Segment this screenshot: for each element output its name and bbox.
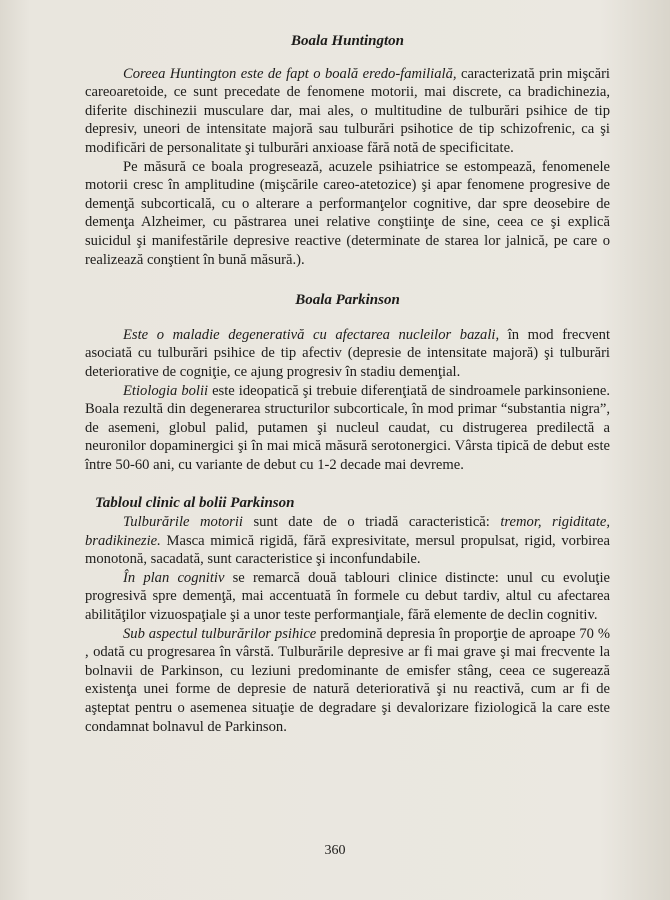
paragraph-text: caracterizată prin mişcări careoaretoide, ce sunt precedate de fenomene motorii, mai discrete, ca bradichinezia, diferite dischinezii musculare dar, mai ales, o multitudine de tulburări psihice de tip depresiv, uneori de intensitate majoră sau tulburări psihotice de tip schizofrenic, ca şi modificări de personalitate şi tulburări anxioase fără notă de specificitate. [85, 65, 610, 156]
paragraph [85, 326, 610, 382]
italic-phrase: Coreea Huntington este de fapt o boală eredo-familială, [123, 65, 457, 82]
section-title-parkinson: Boala Parkinson [295, 292, 400, 309]
italic-phrase: Etiologia bolii [123, 382, 209, 399]
paragraph-text: sunt date de o triadă caracteristică: [242, 514, 501, 531]
section-title-huntington: Boala Huntington [291, 33, 404, 49]
italic-phrase: Sub aspectul tulburărilor psihice [123, 625, 317, 642]
paragraph [85, 569, 610, 625]
paragraph-text: în mod frecvent asociată cu tulburări psihice de tip afectiv (depresie de intensitate majoră) şi tulburări deteriorative de cogniţie, ce ajung progresiv în stadiu demenţial. [85, 326, 610, 380]
italic-phrase: Tulburările motorii [123, 514, 243, 531]
paragraph [85, 625, 610, 737]
paragraph-text: se remarcă două tablouri clinice distincte: unul cu evoluţie progresivă spre demenţă, mai accentuată în formele cu debut tardiv, altul cu afectarea abilităţilor vizuospaţiale şi a unor teste performanţiale, fără elemente de declin cognitiv. [85, 569, 610, 624]
paragraph-text: predomină depresia în proporţie de aproape 70 % , odată cu progresarea în vârstă. Tulburările depresive ar fi mai grave şi mai frecvente la bolnavii de Parkinson, cu leziuni predominante de emisfer stâng, ceea ce sugerează existenţa unei forme de depresie de natură deteriorativă şi nu reactivă, cum ar fi de aşteptat pentru o asemenea situaţie de degradare şi devalorizare fiziologică la care este condamnat bolnavul de Parkinson. [85, 625, 610, 735]
paragraph [85, 382, 610, 475]
paragraph [85, 513, 610, 569]
paragraph [85, 65, 610, 158]
paragraph: Pe măsură ce boala progresează, acuzele psihiatrice se estompează, fenomenele motorii cresc în amplitudine (mişcările careo-atetozice) şi apar fenomene progresive de demenţă subcorticală, cu o alterare a performanţelor cognitive, dar spre deosebire de demenţa Alzheimer, cu păstrarea unei relative conştiinţe de sine, ceea ce şi explică suicidul şi manifestările depresive reactive (determinate de starea lor jalnică, pe care o realizează conştient în bună măsură.). [85, 158, 610, 268]
italic-phrase: În plan cognitiv [123, 569, 225, 586]
section-title-clinical-picture: Tabloul clinic al bolii Parkinson [95, 495, 295, 512]
italic-phrase: tremor, rigiditate, bradikinezie. [85, 514, 610, 549]
italic-phrase: Este o maladie degenerativă cu afectarea nucleilor bazali, [123, 326, 500, 343]
paragraph-text: este ideopatică şi trebuie diferenţiată de sindroamele parkinsoniene. Boala rezultă din degenerarea structurilor subcorticale, în mod primar “substantia nigra”, de asemeni, globul palid, putamen şi nucleul caudat, cu distrugerea predilectă a neuronilor dopaminergici şi în mai mică măsură serotonergici. Vârsta tipică de debut este între 50-60 ani, cu variante de debut cu 1-2 decade mai devreme. [85, 382, 610, 473]
paragraph-text: Masca mimică rigidă, fără expresivitate, mersul propulsat, rigid, vorbirea monotonă, sacadată, sunt caracteristice şi inconfundabile. [85, 532, 610, 568]
page-content [85, 32, 610, 736]
page-number: 360 [324, 843, 346, 858]
